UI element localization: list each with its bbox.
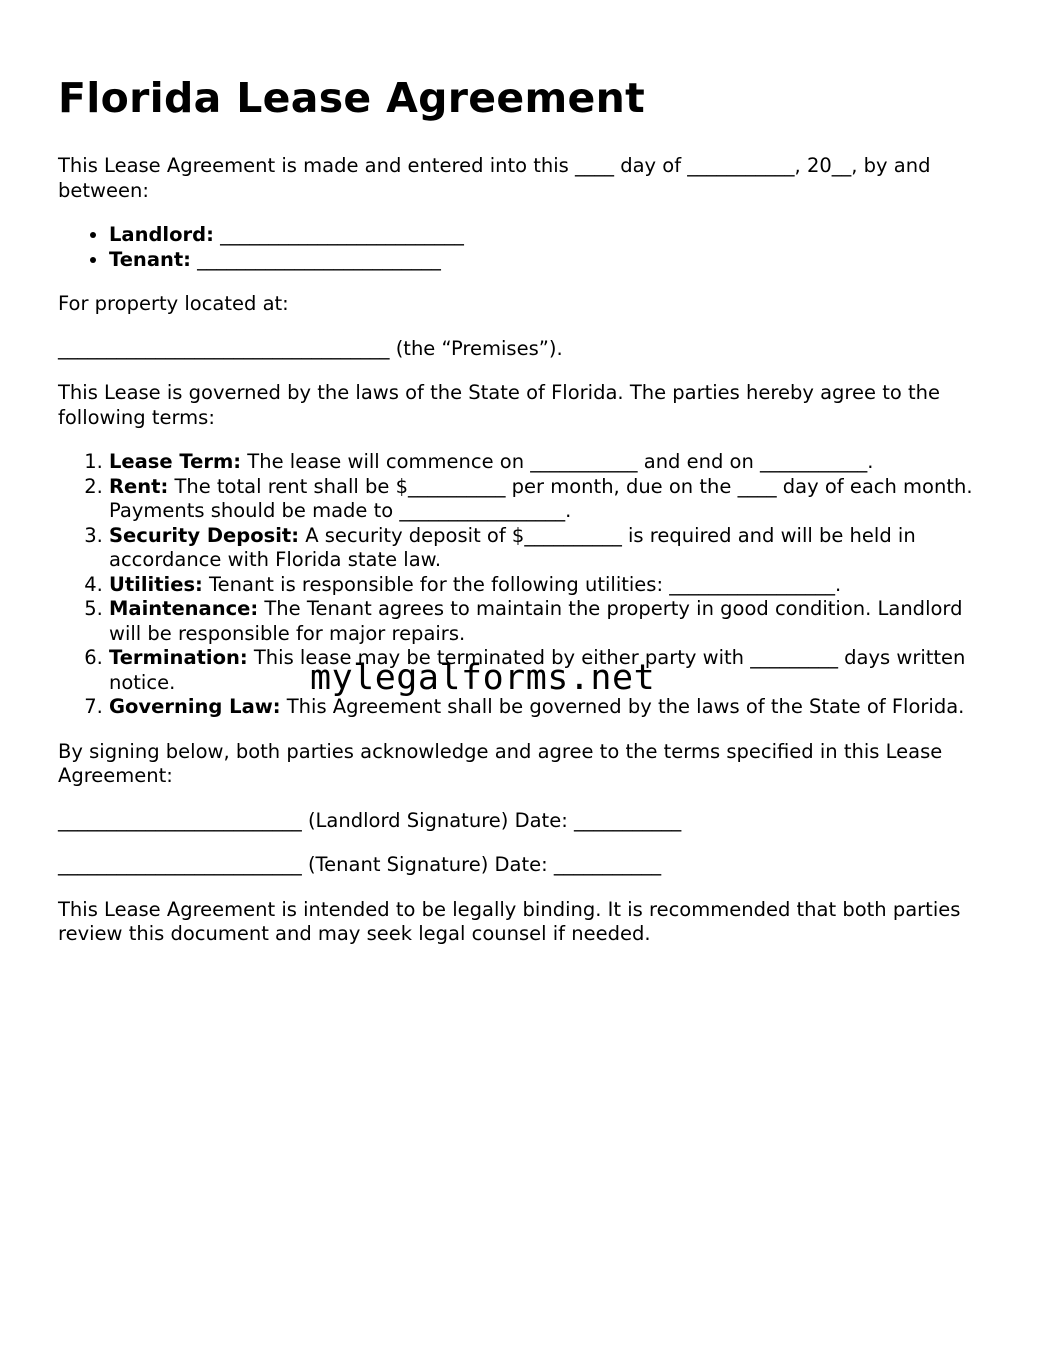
term-text: This Agreement shall be governed by the laws of the State of Florida. [280, 695, 965, 718]
parties-list [58, 223, 998, 272]
party-landlord-blank: _________________________ [213, 223, 464, 246]
party-tenant-label: Tenant: [109, 247, 191, 271]
signing-intro: By signing below, both parties acknowledge and agree to the terms specified in this Lease Agreement: [58, 739, 943, 787]
term-rent [109, 475, 998, 524]
terms-list [58, 450, 998, 720]
term-lease-term [109, 450, 998, 475]
party-landlord-label: Landlord: [109, 223, 214, 246]
term-label: Security Deposit: [109, 523, 300, 547]
term-text: The total rent shall be $__________ per month, due on the ____ day of each month. Payments should be made to _________________. [109, 474, 973, 522]
term-label: Maintenance: [109, 597, 259, 620]
term-text: This lease may be terminated by either party with _________ days written notice. [109, 646, 966, 694]
watermark: mylegalforms.net [310, 658, 656, 698]
governed-intro: This Lease is governed by the laws of the State of Florida. The parties hereby agree to the following terms: [58, 381, 940, 429]
party-tenant [109, 248, 998, 273]
intro-paragraph: This Lease Agreement is made and entered into this ____ day of ___________, 20__, by and between: [58, 154, 931, 202]
landlord-signature-line: _________________________ (Landlord Signature) Date: ___________ [58, 808, 682, 832]
term-label: Termination: [109, 646, 248, 669]
term-label: Governing Law: [109, 695, 281, 718]
premises-line: __________________________________ (the “Premises”). [58, 336, 563, 360]
term-text: The lease will commence on ___________ and end on ___________. [241, 450, 874, 473]
property-label: For property located at: [58, 292, 289, 315]
document-title: Florida Lease Agreement [58, 74, 646, 122]
term-utilities [109, 573, 998, 598]
term-governing-law [109, 695, 998, 720]
tenant-signature-line: _________________________ (Tenant Signature) Date: ___________ [58, 853, 662, 876]
term-termination [109, 646, 998, 695]
term-maintenance [109, 597, 998, 646]
party-landlord [109, 223, 998, 248]
term-text: The Tenant agrees to maintain the property in good condition. Landlord will be responsible for major repairs. [109, 597, 963, 645]
term-text: A security deposit of $__________ is required and will be held in accordance with Florida state law. [109, 523, 916, 571]
term-security-deposit [109, 524, 998, 573]
document-page [58, 70, 998, 967]
term-text: Tenant is responsible for the following utilities: _________________. [202, 572, 842, 596]
term-label: Utilities: [109, 572, 203, 596]
party-tenant-blank: _________________________ [190, 247, 441, 271]
closing-paragraph: This Lease Agreement is intended to be legally binding. It is recommended that both parties review this document and may seek legal counsel if needed. [58, 897, 961, 945]
term-label: Lease Term: [109, 450, 242, 473]
term-label: Rent: [109, 474, 169, 498]
